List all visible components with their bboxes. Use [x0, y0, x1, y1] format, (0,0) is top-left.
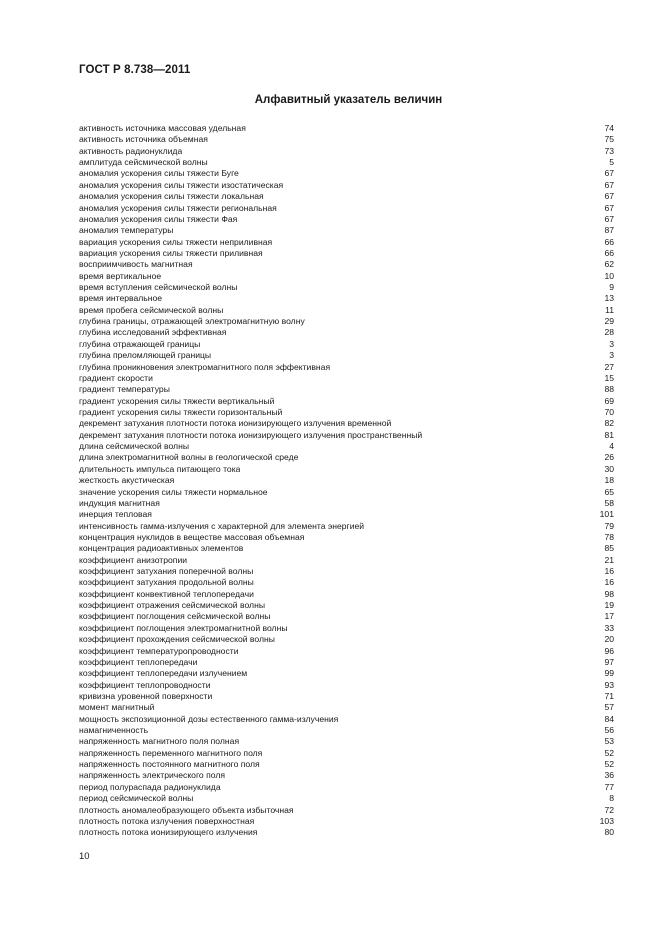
index-entry-term: глубина исследований эффективная [79, 327, 227, 338]
index-entry-term: декремент затухания плотности потока ионизирующего излучения временной [79, 418, 392, 429]
index-entry-term: градиент температуры [79, 384, 170, 395]
index-entry [79, 225, 614, 236]
index-entry-page: 66 [604, 247, 614, 258]
index-entry [79, 316, 614, 327]
index-entry [79, 237, 614, 248]
index-entry-term: аномалия ускорения силы тяжести локальная [79, 191, 264, 202]
index-entry [79, 362, 614, 373]
index-entry [79, 452, 614, 463]
index-entry-page: 71 [604, 690, 614, 701]
index-entry-term: интенсивность гамма-излучения с характерной для элемента энергией [79, 520, 365, 531]
index-entry-page: 70 [604, 406, 614, 417]
index-entry [79, 271, 614, 282]
index-entry [79, 521, 614, 532]
index-entry-page: 84 [604, 713, 614, 724]
index-entry [79, 339, 614, 350]
page-number: 10 [79, 851, 90, 862]
index-entry-term: время пробега сейсмической волны [79, 304, 224, 315]
index-entry [79, 180, 614, 191]
index-entry-page: 97 [604, 656, 614, 667]
index-entry [79, 611, 614, 622]
index-entry [79, 782, 614, 793]
index-entry [79, 305, 614, 316]
index-entry [79, 680, 614, 691]
index-entry-term: коэффициент затухания продольной волны [79, 577, 254, 588]
index-entry-term: длина сейсмической волны [79, 441, 189, 452]
index-entry [79, 134, 614, 145]
index-entry-page: 27 [604, 361, 614, 372]
index-entry [79, 725, 614, 736]
index-entry-term: вариация ускорения силы тяжести приливная [79, 247, 263, 258]
index-entry-page: 20 [604, 634, 614, 645]
index-entry-term: коэффициент отражения сейсмической волны [79, 600, 265, 611]
index-entry-page: 65 [604, 486, 614, 497]
index-entry-term: длительность импульса питающего тока [79, 463, 241, 474]
index-entry-page: 19 [604, 600, 614, 611]
index-entry [79, 509, 614, 520]
index-entry-page: 30 [604, 463, 614, 474]
index-entry-term: период сейсмической волны [79, 793, 194, 804]
index-entry-page: 29 [604, 316, 614, 327]
index-entry-page: 11 [605, 304, 614, 315]
index-entry-page: 9 [609, 282, 614, 293]
index-entry [79, 293, 614, 304]
index-entry-term: аномалия температуры [79, 225, 174, 236]
document-header: ГОСТ Р 8.738—2011 [79, 64, 191, 76]
index-entry [79, 396, 614, 407]
index-entry-term: коэффициент поглощения электромагнитной волны [79, 622, 288, 633]
index-entry [79, 668, 614, 679]
index-entry-page: 85 [604, 543, 614, 554]
index-entry-page: 21 [604, 554, 614, 565]
index-entry [79, 498, 614, 509]
index-entry [79, 714, 614, 725]
index-title: Алфавитный указатель величин [254, 94, 443, 106]
index-entry [79, 282, 614, 293]
index-entry-page: 79 [604, 520, 614, 531]
index-entry-page: 67 [604, 191, 614, 202]
index-entry-page: 75 [604, 134, 614, 145]
index-entry [79, 793, 614, 804]
index-entry-page: 88 [604, 384, 614, 395]
index-entry [79, 646, 614, 657]
index-entry [79, 759, 614, 770]
index-entry [79, 736, 614, 747]
index-entry-page: 69 [604, 395, 614, 406]
index-entry-page: 53 [604, 736, 614, 747]
index-entry-term: мощность экспозиционной дозы естественного гамма-излучения [79, 713, 339, 724]
index-entry [79, 634, 614, 645]
index-entry-term: коэффициент теплопередачи излучением [79, 668, 248, 679]
index-entry-term: градиент ускорения силы тяжести горизонтальный [79, 406, 283, 417]
index-entry [79, 577, 614, 588]
index-entry [79, 657, 614, 668]
index-entry-page: 98 [604, 588, 614, 599]
index-entry-page: 80 [604, 827, 614, 838]
index-entry-term: градиент скорости [79, 372, 153, 383]
index-entry-term: время вступления сейсмической волны [79, 282, 238, 293]
index-entry [79, 441, 614, 452]
index-entry-page: 3 [609, 350, 614, 361]
index-entry [79, 475, 614, 486]
index-entry [79, 691, 614, 702]
index-entry [79, 157, 614, 168]
index-entry [79, 748, 614, 759]
index-entry-term: глубина отражающей границы [79, 338, 201, 349]
index-entry-term: индукция магнитная [79, 497, 160, 508]
index-entry-term: плотность аномалеобразующего объекта избыточная [79, 804, 294, 815]
index-entry-page: 15 [604, 372, 614, 383]
index-entry-page: 74 [604, 123, 614, 133]
index-entry-term: напряженность постоянного магнитного поля [79, 759, 260, 770]
index-entry-page: 77 [604, 781, 614, 792]
index-entry-term: коэффициент теплопроводности [79, 679, 211, 690]
index-entry [79, 543, 614, 554]
index-entry [79, 532, 614, 543]
index-entry [79, 805, 614, 816]
index-entry [79, 464, 614, 475]
index-entry-term: длина электромагнитной волны в геологической среде [79, 452, 299, 463]
index-entry-term: декремент затухания плотности потока ионизирующего излучения пространственный [79, 429, 423, 440]
index-entry [79, 702, 614, 713]
index-entry-page: 82 [604, 418, 614, 429]
index-entry-page: 62 [604, 259, 614, 270]
index-entry-term: инерция тепловая [79, 509, 152, 520]
index-entry [79, 600, 614, 611]
index-entry [79, 350, 614, 361]
index-entry [79, 384, 614, 395]
index-entry [79, 623, 614, 634]
index-entry-page: 67 [604, 168, 614, 179]
index-entry-page: 73 [604, 145, 614, 156]
index-entry-page: 99 [604, 668, 614, 679]
index-entry-page: 103 [599, 815, 614, 826]
index-entry-term: напряженность магнитного поля полная [79, 736, 240, 747]
index-entry [79, 123, 614, 134]
index-entry-term: глубина границы, отражающей электромагнитную волну [79, 316, 305, 327]
index-entry [79, 430, 614, 441]
index-entry-page: 78 [604, 531, 614, 542]
index-entry-page: 10 [604, 270, 614, 281]
index-entry-term: активность источника объемная [79, 134, 208, 145]
index-entry-page: 67 [604, 213, 614, 224]
index-entry-term: концентрация радиоактивных элементов [79, 543, 244, 554]
index-entry-term: время вертикальное [79, 270, 162, 281]
index-entry [79, 327, 614, 338]
index-entry-term: напряженность переменного магнитного поля [79, 747, 263, 758]
index-entry-page: 26 [604, 452, 614, 463]
index-entry-term: коэффициент теплопередачи [79, 656, 198, 667]
index-entry-term: аномалия ускорения силы тяжести Фая [79, 213, 238, 224]
index-entry [79, 770, 614, 781]
index-entry-term: жесткость акустическая [79, 475, 175, 486]
index-entry-term: глубина проникновения электромагнитного поля эффективная [79, 361, 331, 372]
index-entry-page: 8 [609, 793, 614, 804]
index-entry-page: 93 [604, 679, 614, 690]
index-entry-page: 4 [609, 441, 614, 452]
index-entry-term: глубина преломляющей границы [79, 350, 212, 361]
index-entry-term: коэффициент прохождения сейсмической волны [79, 634, 275, 645]
index-entry-page: 52 [604, 747, 614, 758]
index-entry [79, 589, 614, 600]
index-entry-term: напряженность электрического поля [79, 770, 225, 781]
index-entry [79, 203, 614, 214]
index-entry-term: градиент ускорения силы тяжести вертикальный [79, 395, 275, 406]
index-entry-page: 58 [604, 497, 614, 508]
index-entry [79, 146, 614, 157]
index-entry-term: момент магнитный [79, 702, 155, 713]
index-entry [79, 214, 614, 225]
index-entry [79, 248, 614, 259]
index-entry-page: 101 [599, 509, 614, 520]
index-entry-term: восприимчивость магнитная [79, 259, 193, 270]
index-entry-term: аномалия ускорения силы тяжести региональная [79, 202, 277, 213]
index-entry-page: 67 [604, 202, 614, 213]
index-entry [79, 168, 614, 179]
index-entry-page: 5 [609, 157, 614, 168]
index-entry [79, 373, 614, 384]
index-entry-page: 72 [604, 804, 614, 815]
index-entry-term: аномалия ускорения силы тяжести изостатическая [79, 179, 284, 190]
index-entry-term: коэффициент анизотропии [79, 554, 188, 565]
index-entry-term: коэффициент температуропроводности [79, 645, 239, 656]
index-entry-page: 16 [604, 566, 614, 577]
index-entry [79, 418, 614, 429]
index-entry [79, 555, 614, 566]
index-entry [79, 827, 614, 838]
index-entry-page: 3 [609, 338, 614, 349]
index-entry-term: вариация ускорения силы тяжести неприливная [79, 236, 273, 247]
index-entry-term: активность радионуклида [79, 145, 183, 156]
index-entry [79, 407, 614, 418]
index-entry-term: концентрация нуклидов в веществе массовая объемная [79, 531, 305, 542]
index-entry-term: период полураспада радионуклида [79, 781, 221, 792]
index-entry-page: 28 [604, 327, 614, 338]
index-entry-page: 57 [604, 702, 614, 713]
index-entry-term: коэффициент поглощения сейсмической волны [79, 611, 271, 622]
index-entry-page: 66 [604, 236, 614, 247]
index-entry-page: 36 [604, 770, 614, 781]
index-entry-page: 81 [604, 429, 614, 440]
index-entry-page: 56 [604, 725, 614, 736]
index-entry-term: активность источника массовая удельная [79, 123, 246, 133]
index-entry [79, 259, 614, 270]
index-entry [79, 487, 614, 498]
index-entry [79, 816, 614, 827]
index-entry-term: аномалия ускорения силы тяжести Буге [79, 168, 239, 179]
index-entry-term: время интервальное [79, 293, 163, 304]
index-entry-page: 16 [604, 577, 614, 588]
index-entry-page: 13 [604, 293, 614, 304]
index-entry-page: 33 [604, 622, 614, 633]
index-entry [79, 191, 614, 202]
index-entry-page: 87 [604, 225, 614, 236]
index-entry-page: 17 [604, 611, 614, 622]
index-entry-page: 52 [604, 759, 614, 770]
index-entry-page: 67 [604, 179, 614, 190]
index-entry-term: плотность потока излучения поверхностная [79, 815, 255, 826]
index-entry-page: 96 [604, 645, 614, 656]
index-list [79, 123, 614, 839]
index-entry-page: 18 [604, 475, 614, 486]
index-entry-term: кривизна уровенной поверхности [79, 690, 213, 701]
index-entry-term: амплитуда сейсмической волны [79, 157, 208, 168]
index-entry-term: плотность потока ионизирующего излучения [79, 827, 258, 838]
index-entry [79, 566, 614, 577]
index-entry-term: значение ускорения силы тяжести нормальное [79, 486, 268, 497]
index-entry-term: коэффициент конвективной теплопередачи [79, 588, 254, 599]
index-entry-term: коэффициент затухания поперечной волны [79, 566, 254, 577]
index-entry-term: намагниченность [79, 725, 149, 736]
